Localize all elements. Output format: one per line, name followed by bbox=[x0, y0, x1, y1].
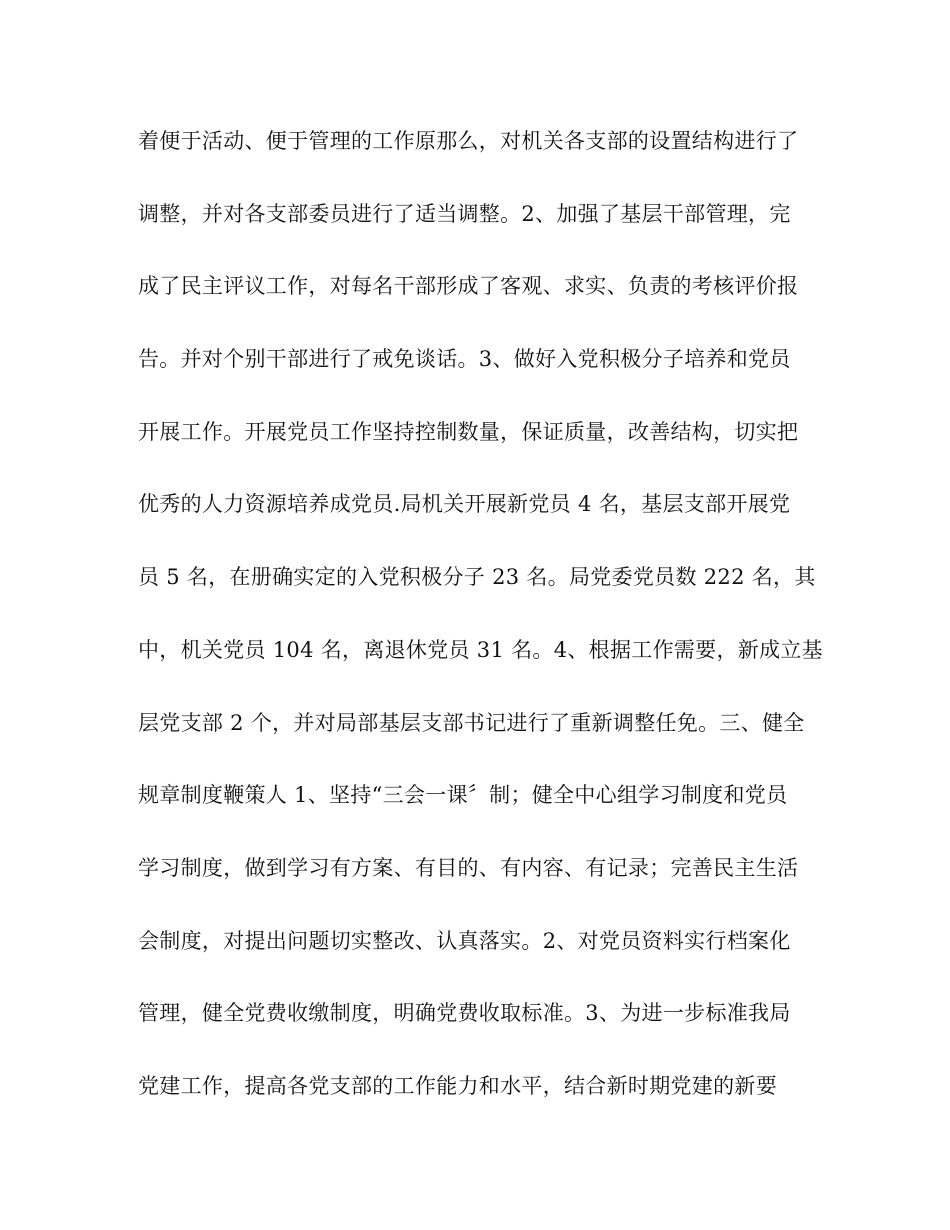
text-line: 优秀的人力资源培养成党员.局机关开展新党员 4 名，基层支部开展党 bbox=[138, 492, 791, 517]
text-line: 成了民主评议工作，对每名干部形成了客观、求实、负责的考核评价报 bbox=[138, 274, 799, 299]
text-line: 层党支部 2 个，并对局部基层支部书记进行了重新调整任免。三、健全 bbox=[138, 710, 805, 735]
text-line: 着便于活动、便于管理的工作原那么，对机关各支部的设置结构进行了 bbox=[138, 129, 799, 153]
text-line: 规章制度鞭策人 1、坚持“三会一课〞制；健全中心组学习制度和党员 bbox=[138, 783, 788, 808]
text-line: 管理，健全党费收缴制度，明确党费收取标准。3、为进一步标准我局 bbox=[138, 1001, 791, 1026]
text-line: 员 5 名，在册确实定的入党积极分子 23 名。局党委党员数 222 名，其 bbox=[138, 565, 816, 590]
body-text bbox=[138, 121, 828, 1139]
text-line: 中，机关党员 104 名，离退休党员 31 名。4、根据工作需要，新成立基 bbox=[138, 637, 823, 662]
text-line: 会制度，对提出问题切实整改、认真落实。2、对党员资料实行档案化 bbox=[138, 928, 791, 953]
text-line: 开展工作。开展党员工作坚持控制数量，保证质量，改善结构，切实把 bbox=[138, 419, 799, 444]
text-line: 党建工作，提高各党支部的工作能力和水平，结合新时期党建的新要 bbox=[138, 1073, 777, 1098]
text-line: 学习制度，做到学习有方案、有目的、有内容、有记录；完善民主生活 bbox=[138, 855, 799, 880]
text-line: 调整，并对各支部委员进行了适当调整。2、加强了基层干部管理，完 bbox=[138, 201, 791, 226]
text-line: 告。并对个别干部进行了戒免谈话。3、做好入党积极分子培养和党员 bbox=[138, 347, 791, 372]
